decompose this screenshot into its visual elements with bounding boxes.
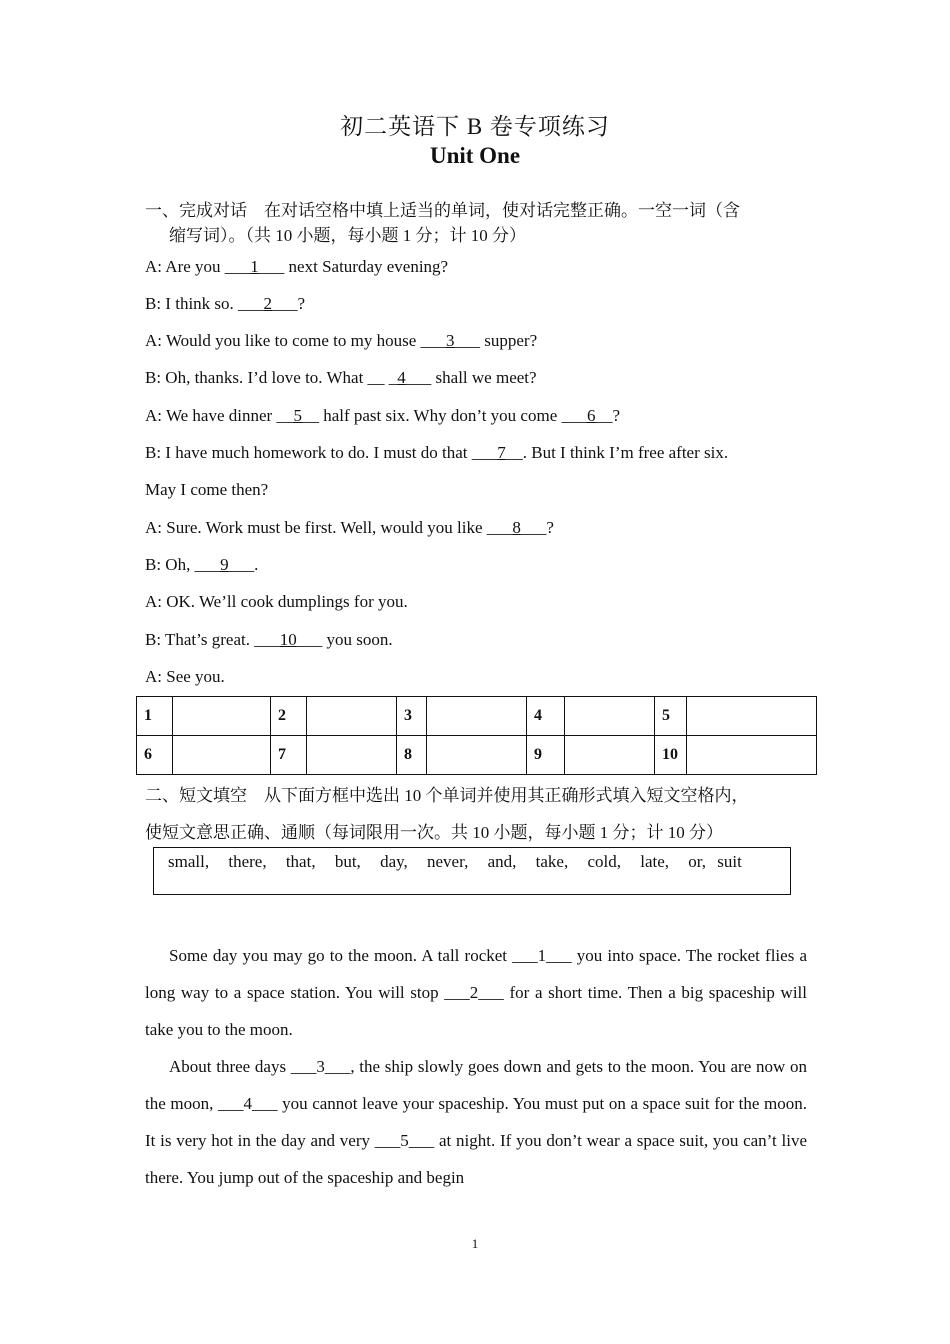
blank-number: 9 bbox=[220, 555, 229, 574]
word-bank-item: suit bbox=[717, 852, 742, 871]
table-cell-number: 5 bbox=[655, 697, 687, 736]
dialogue-line: A: Are you ___1___ next Saturday evening? bbox=[145, 257, 449, 276]
dialogue-line: A: OK. We’ll cook dumplings for you. bbox=[145, 592, 408, 611]
section2-heading-line2: 使短文意思正确、通顺（每词限用一次。共 10 小题，每小题 1 分；计 10 分） bbox=[145, 823, 723, 842]
answer-cell[interactable] bbox=[173, 736, 271, 775]
table-row bbox=[137, 697, 817, 736]
dialogue-line: May I come then? bbox=[145, 480, 269, 499]
word-bank-item: late, bbox=[640, 852, 670, 871]
dialogue-line: A: Would you like to come to my house ___3___ supper? bbox=[145, 331, 538, 350]
section1-heading-line1: 一、完成对话 在对话空格中填上适当的单词，使对话完整正确。一空一词（含 bbox=[145, 201, 740, 220]
dialogue-line: A: Sure. Work must be first. Well, would you like ___8___? bbox=[145, 518, 554, 537]
answer-cell[interactable] bbox=[307, 697, 397, 736]
answer-cell[interactable] bbox=[427, 697, 527, 736]
word-bank-box bbox=[153, 847, 791, 895]
table-cell-number: 1 bbox=[137, 697, 173, 736]
word-bank-item: that, bbox=[285, 852, 316, 871]
word-bank-item: day, bbox=[380, 852, 408, 871]
word-bank-item: small, bbox=[168, 852, 210, 871]
page-title-english: Unit One bbox=[429, 143, 521, 168]
table-cell-number: 3 bbox=[397, 697, 427, 736]
blank-number: 2 bbox=[263, 294, 273, 313]
dialogue-line: A: We have dinner __5__ half past six. Why don’t you come ___6__? bbox=[145, 406, 621, 425]
answer-table bbox=[136, 696, 817, 775]
answer-cell[interactable] bbox=[565, 697, 655, 736]
dialogue-line: B: I have much homework to do. I must do that ___7__. But I think I’m free after six. bbox=[145, 443, 729, 462]
blank-number: 1 bbox=[250, 257, 259, 276]
answer-cell[interactable] bbox=[173, 697, 271, 736]
passage-paragraph-2: About three days ___3___, the ship slowly goes down and gets to the moon. You are now on the moon, ___4___ you cannot leave your spaceship. You must put on a space suit for the moon. It is very hot in the day and very ___5___ at night. If you don’t wear a space suit, you can’t live there. You jump out of the spaceship and begin bbox=[145, 1057, 807, 1187]
dialogue-line: A: See you. bbox=[145, 667, 225, 686]
table-cell-number: 6 bbox=[137, 736, 173, 775]
word-bank-item: and, bbox=[487, 852, 517, 871]
page-number: 1 bbox=[471, 1236, 479, 1251]
blank-number: 5 bbox=[293, 406, 302, 425]
word-bank-item: take, bbox=[535, 852, 569, 871]
blank-number: 10 bbox=[279, 630, 297, 649]
dialogue-line: B: Oh, ___9___. bbox=[145, 555, 259, 574]
table-cell-number: 4 bbox=[527, 697, 565, 736]
blank-number: 7 bbox=[497, 443, 506, 462]
word-bank-item: cold, bbox=[587, 852, 621, 871]
table-cell-number: 2 bbox=[271, 697, 307, 736]
blank-number: 3 bbox=[446, 331, 455, 350]
blank-number: 8 bbox=[512, 518, 521, 537]
answer-cell[interactable] bbox=[687, 697, 817, 736]
answer-cell[interactable] bbox=[427, 736, 527, 775]
answer-cell[interactable] bbox=[687, 736, 817, 775]
word-bank-item: never, bbox=[427, 852, 469, 871]
page-title-chinese: 初二英语下 B 卷专项练习 bbox=[340, 114, 610, 139]
dialogue-line: B: I think so. ___2___? bbox=[145, 294, 306, 313]
section1-heading-line2: 缩写词）。（共 10 小题，每小题 1 分；计 10 分） bbox=[169, 226, 526, 245]
table-cell-number: 8 bbox=[397, 736, 427, 775]
word-bank-item: but, bbox=[334, 852, 361, 871]
dialogue-line: B: Oh, thanks. I’d love to. What __ _4___ shall we meet? bbox=[145, 368, 537, 387]
passage-paragraph-1: Some day you may go to the moon. A tall rocket ___1___ you into space. The rocket flies a long way to a space station. You will stop ___2___ for a short time. Then a big spaceship will take you to the moon. bbox=[145, 946, 807, 1039]
table-cell-number: 10 bbox=[655, 736, 687, 775]
blank-number: 6 bbox=[587, 406, 596, 425]
table-cell-number: 9 bbox=[527, 736, 565, 775]
blank-number: 4 bbox=[397, 368, 406, 387]
answer-cell[interactable] bbox=[565, 736, 655, 775]
dialogue-line: B: That’s great. ___10___ you soon. bbox=[145, 630, 393, 649]
table-cell-number: 7 bbox=[271, 736, 307, 775]
word-bank-item: there, bbox=[228, 852, 267, 871]
answer-cell[interactable] bbox=[307, 736, 397, 775]
section2-heading-line1: 二、短文填空 从下面方框中选出 10 个单词并使用其正确形式填入短文空格内， bbox=[145, 786, 749, 805]
section1-heading bbox=[145, 198, 815, 248]
table-row bbox=[137, 736, 817, 775]
word-bank-item: or, bbox=[688, 852, 707, 871]
passage bbox=[145, 937, 807, 1196]
